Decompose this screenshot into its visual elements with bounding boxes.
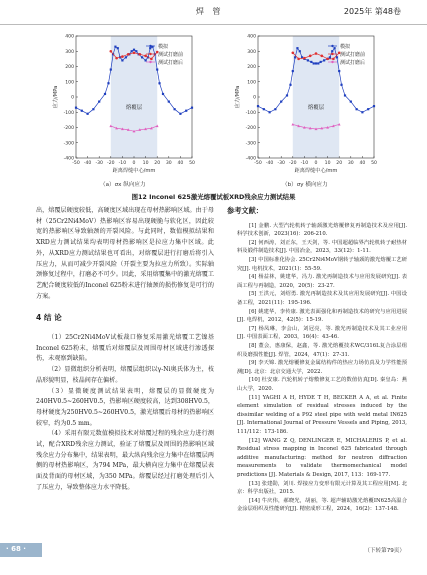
subcaption-b: （b）σy 横向应力	[282, 182, 328, 188]
x-tick-label: -10	[300, 161, 309, 166]
legend-label: 测试打磨后	[340, 59, 366, 66]
reference-item: [9] 李天锦. 激光熔覆修复金属结构件的热应力场仿真及力学性能预测[D]. 北京：北京交通大学，2022.	[237, 360, 407, 375]
data-point	[317, 62, 319, 64]
data-point	[361, 111, 363, 113]
reference-item: [5] 王洪元，刘绍勇. 激光再制造技术及其应用发展研究[J]. 中国设备工程，2021(11)：195-196.	[237, 291, 407, 307]
x-tick-label: 50	[189, 161, 195, 166]
x-tick-label: 20	[336, 161, 343, 166]
right-column	[227, 206, 407, 514]
conclusion-2: （2）显微组织分析表明，熔覆层组织以γ-Ni奥氏体为主，枝晶形貌明显，枝晶间存在偏析。	[36, 366, 214, 384]
conclusion-4: （4）采用有限元数值模拟技术对熔覆过程的残余应力进行测试，配合XRD残余应力测试，验证了熔覆层及周围的热影响区域残余应力分布集中，结果表明，最大纵向残余应力集中在熔覆层两侧的母材热影响区，为794 MPa，最大横向应力集中在熔覆层表面及背面的母材区域，为350 MPa。熔覆层经过打磨处理后引入了压应力，导致整体应力水平降低。	[36, 430, 214, 491]
legend-label: 模拟	[340, 43, 351, 50]
data-point	[257, 105, 259, 107]
data-point	[321, 55, 324, 58]
x-tick-label: 50	[371, 161, 377, 166]
legend-marker	[331, 61, 333, 63]
x-tick-label: -10	[118, 161, 127, 166]
y-tick-label: -400	[63, 156, 74, 162]
data-point	[307, 59, 309, 61]
conclusion-1: （1）25Cr2Ni4MoV试板裁口修复采用激光熔覆工艺镍基Inconel 625粉末，熔覆后对熔覆层及周围母材区域进行渗透探伤，未观察到缺陷。	[36, 334, 214, 363]
issue-info: 2025年 第48卷	[343, 7, 401, 16]
x-tick-label: 40	[359, 161, 366, 166]
data-point	[133, 49, 135, 51]
data-point	[336, 56, 338, 58]
data-point	[149, 47, 151, 49]
data-point	[135, 50, 137, 52]
y-tick-label: -300	[63, 141, 74, 147]
data-point	[310, 61, 312, 63]
x-tick-label: 10	[142, 161, 149, 166]
x-axis-label: 距离焊缝中心/mm	[294, 168, 338, 174]
x-axis-label: 距离焊缝中心/mm	[112, 168, 156, 174]
data-point	[269, 111, 271, 113]
data-point	[297, 58, 300, 61]
y-axis-label: 应力/MPa	[235, 85, 241, 109]
data-point	[114, 46, 116, 48]
legend-label: 测试打磨前	[340, 51, 366, 58]
data-point	[110, 68, 112, 70]
reference-item: [12] WANG Z Q, DENLINGER E, MICHALERIS P, et al. Residual stress mapping in Inconel 625 fabricated through additive manufacturing: method for neutron diffraction measurements to validate thermomechanical model predictions [J]. Materials & Design, 2017, 113：169-177.	[237, 437, 407, 478]
x-tick-label: 40	[177, 161, 184, 166]
reference-item: [1] 金鹏. 大型汽轮机转子轴颈激光熔覆修复再制造技术及应用[J]. 科学技术创新，2023(16)：206-210.	[237, 222, 407, 238]
y-tick-label: 300	[65, 49, 74, 55]
data-point	[156, 68, 158, 70]
y-tick-label: 400	[65, 34, 74, 40]
data-point	[185, 110, 187, 112]
x-tick-label: -50	[254, 161, 262, 166]
reference-item: [4] 杨益林，姚建华，冯力. 激光再制造技术与应用发展研究[J]. 表面工程与再制造，2020，20(5)：23-27.	[237, 274, 407, 289]
figure-12a	[50, 30, 200, 180]
data-point	[280, 100, 282, 102]
chart-transverse-stress	[232, 30, 382, 180]
data-point	[92, 108, 94, 110]
data-point	[299, 50, 301, 52]
reference-item: [10] 杜安康. 汽轮机转子熔敷修复工艺的数值仿真[D]. 秦皇岛：燕山大学，2020.	[237, 377, 407, 392]
y-tick-label: 400	[247, 34, 256, 40]
reference-item: [14] 牛庆伟，郝晓光，胡丽，等. 超声辅助激光熔覆IN625高温合金涂层组织及性能研究[J]. 精密成形工程，2024，16(2)：137-148.	[237, 497, 407, 513]
data-point	[87, 113, 89, 115]
chart-longitudinal-stress	[50, 30, 200, 180]
y-tick-label: -200	[245, 126, 256, 132]
legend-marker	[149, 53, 151, 55]
legend-label: 测试打磨后	[158, 59, 184, 66]
data-point	[133, 51, 136, 54]
legend-label: 模拟	[158, 43, 169, 50]
data-point	[127, 53, 130, 56]
data-point	[329, 56, 331, 58]
data-point	[139, 53, 142, 56]
data-point	[315, 62, 317, 64]
y-tick-label: 100	[247, 80, 256, 86]
data-point	[333, 47, 335, 49]
data-point	[121, 59, 123, 61]
data-point	[263, 108, 265, 110]
data-point	[286, 94, 288, 96]
legend-marker	[149, 61, 151, 63]
reference-item: [3] 中国标准化协会. 25Cr2Ni4MoV钢转子轴颈的激光熔覆工艺研究[J]. 电机技术，2021(1)：55-59.	[237, 257, 407, 272]
page-header	[0, 0, 427, 25]
y-tick-label: -300	[245, 141, 256, 147]
x-tick-label: -50	[72, 161, 80, 166]
data-point	[344, 94, 346, 96]
data-point	[131, 50, 133, 52]
data-point	[115, 57, 118, 60]
x-tick-label: 10	[324, 161, 331, 166]
x-tick-label: -20	[107, 161, 115, 166]
y-tick-label: 200	[65, 65, 74, 71]
references-heading: 参考文献：	[227, 206, 263, 215]
reference-item: [2] 何西涛，刘正东，王天剑，等. 中国超超临界汽轮机转子耐热材料及锻件制造技术[J]. 中国冶金，2023，33(12)：1-11.	[237, 239, 407, 255]
data-point	[367, 108, 369, 110]
reference-item: [8] 董会，惠康保，赵鑫，等. 激光熔覆技术WC/316L复合涂层组织及磨损性能[J]. 焊管，2024，47(1)：27-31.	[237, 343, 407, 358]
y-tick-label: -100	[63, 110, 74, 116]
figure-12b	[232, 30, 382, 180]
data-point	[145, 59, 147, 61]
data-point	[75, 107, 77, 109]
x-tick-label: -30	[277, 161, 285, 166]
x-tick-label: 0	[314, 161, 318, 166]
data-point	[303, 57, 306, 60]
data-point	[144, 55, 147, 58]
data-point	[107, 82, 109, 84]
x-tick-label: 20	[154, 161, 161, 166]
reference-item: [13] 张建勋，刘川. 焊接应力变形有限元计算及其工程应用[M]. 北京：科学出版社，2015.	[237, 480, 407, 496]
legend-marker	[331, 45, 333, 47]
y-tick-label: 200	[247, 65, 256, 71]
data-point	[158, 82, 160, 84]
subcaption-a: （a）σx 纵向应力	[100, 182, 146, 188]
y-tick-label: 0	[253, 95, 256, 101]
data-point	[323, 59, 325, 61]
data-point	[326, 58, 329, 61]
data-point	[162, 93, 164, 95]
data-point	[313, 62, 315, 64]
figure-caption: 图12 Inconel 625激光熔覆试板XRD残余应力测试结果	[131, 193, 296, 201]
data-point	[191, 107, 193, 109]
data-point	[179, 113, 181, 115]
data-point	[292, 70, 294, 72]
reference-item: [11] YAGHI A H, HYDE T H, BECKER A A, et al. Finite element simulation of residual stresses induced by the dissimilar welding of a P92 steel pipe with weld metal IN625 [J]. International Journal of Pressure Vessels and Piping, 2013, 111/112：173-186.	[237, 394, 407, 435]
data-point	[331, 50, 333, 52]
data-point	[356, 108, 358, 110]
data-point	[309, 55, 312, 58]
left-column	[36, 206, 214, 494]
y-axis-label: 应力/MPa	[53, 85, 59, 109]
x-tick-label: 30	[347, 161, 354, 166]
data-point	[168, 100, 170, 102]
conclusion-3: （3）显微硬度测试结果表明，熔覆层的显微硬度为240HV0.5~260HV0.5，热影响区硬度较高，达到308HV0.5，母材硬度为250HV0.5~260HV0.5，激光熔覆后母材的热影响区较窄，约为0.5 mm。	[36, 387, 214, 427]
journal-name: 焊 管	[196, 7, 224, 16]
y-tick-label: 300	[247, 49, 256, 55]
data-point	[320, 61, 322, 63]
data-point	[340, 84, 342, 86]
y-tick-label: 100	[65, 80, 74, 86]
x-tick-label: -20	[289, 161, 297, 166]
data-point	[338, 70, 340, 72]
annotation-cladding-label: 熔覆层	[307, 105, 325, 112]
x-tick-label: 30	[165, 161, 172, 166]
data-point	[98, 100, 100, 102]
data-point	[125, 56, 127, 58]
reference-item: [6] 姚建华，李传康. 激光表面强化和再制造技术的研究与应用进展[J]. 电焊机，2012，42(5)：15-19.	[237, 308, 407, 324]
data-point	[296, 47, 298, 49]
paragraph-discussion: 出，熔覆层硬度较低，高硬度区域出现在母材热影响区域。由于母材（25Cr2Ni4MoV）热影响区容易出现硬脆与软化区，因此较宽的热影响区导致轴颈的开裂风险。与此同时，数值模拟结果和XRD应力测试结果均表明母材热影响区是拉应力集中区域。此外，从XRD应力测试结果也可看出，对熔覆层进行打磨后将引入压应力，从而可减少开裂风险（开裂主要为拉应力所致）。实际轴颈修复过程中，打磨必不可少。因此，采用熔覆集中的激光熔覆工艺配合硬度较低的Inconel 625粉末进行轴颈的损伤修复是可行的方案。	[36, 207, 214, 300]
data-point	[104, 93, 106, 95]
continued-note: （下转第79页）	[364, 548, 405, 554]
data-point	[315, 52, 318, 55]
data-point	[110, 50, 113, 53]
legend-marker	[149, 45, 151, 47]
data-point	[274, 108, 276, 110]
data-point	[174, 108, 176, 110]
data-point	[117, 47, 119, 49]
data-point	[81, 110, 83, 112]
y-tick-label: 0	[71, 95, 74, 101]
x-tick-label: -30	[95, 161, 103, 166]
data-point	[332, 58, 335, 61]
section-heading-conclusion: 4 结 论	[36, 313, 62, 323]
legend-label: 测试打磨前	[158, 51, 184, 58]
data-point	[294, 56, 296, 58]
x-tick-label: 0	[132, 161, 136, 166]
data-point	[289, 84, 291, 86]
y-tick-label: -400	[245, 156, 256, 162]
y-tick-label: -100	[245, 110, 256, 116]
annotation-cladding-label: 熔覆层	[125, 105, 143, 112]
data-point	[373, 105, 375, 107]
data-point	[141, 56, 143, 58]
data-point	[292, 51, 295, 54]
data-point	[121, 55, 124, 58]
reference-item: [7] 杨凤琳，李会山，刘冠亮，等. 激光再制造技术及其工业应用[J]. 中国表面工程，2003，16(4)：43-46.	[237, 325, 407, 341]
data-point	[150, 58, 153, 61]
x-tick-label: -40	[83, 161, 92, 166]
x-tick-label: -40	[265, 161, 274, 166]
legend-marker	[331, 53, 333, 55]
page-number: · 68 ·	[6, 545, 26, 553]
y-tick-label: -200	[63, 126, 74, 132]
data-point	[350, 100, 352, 102]
